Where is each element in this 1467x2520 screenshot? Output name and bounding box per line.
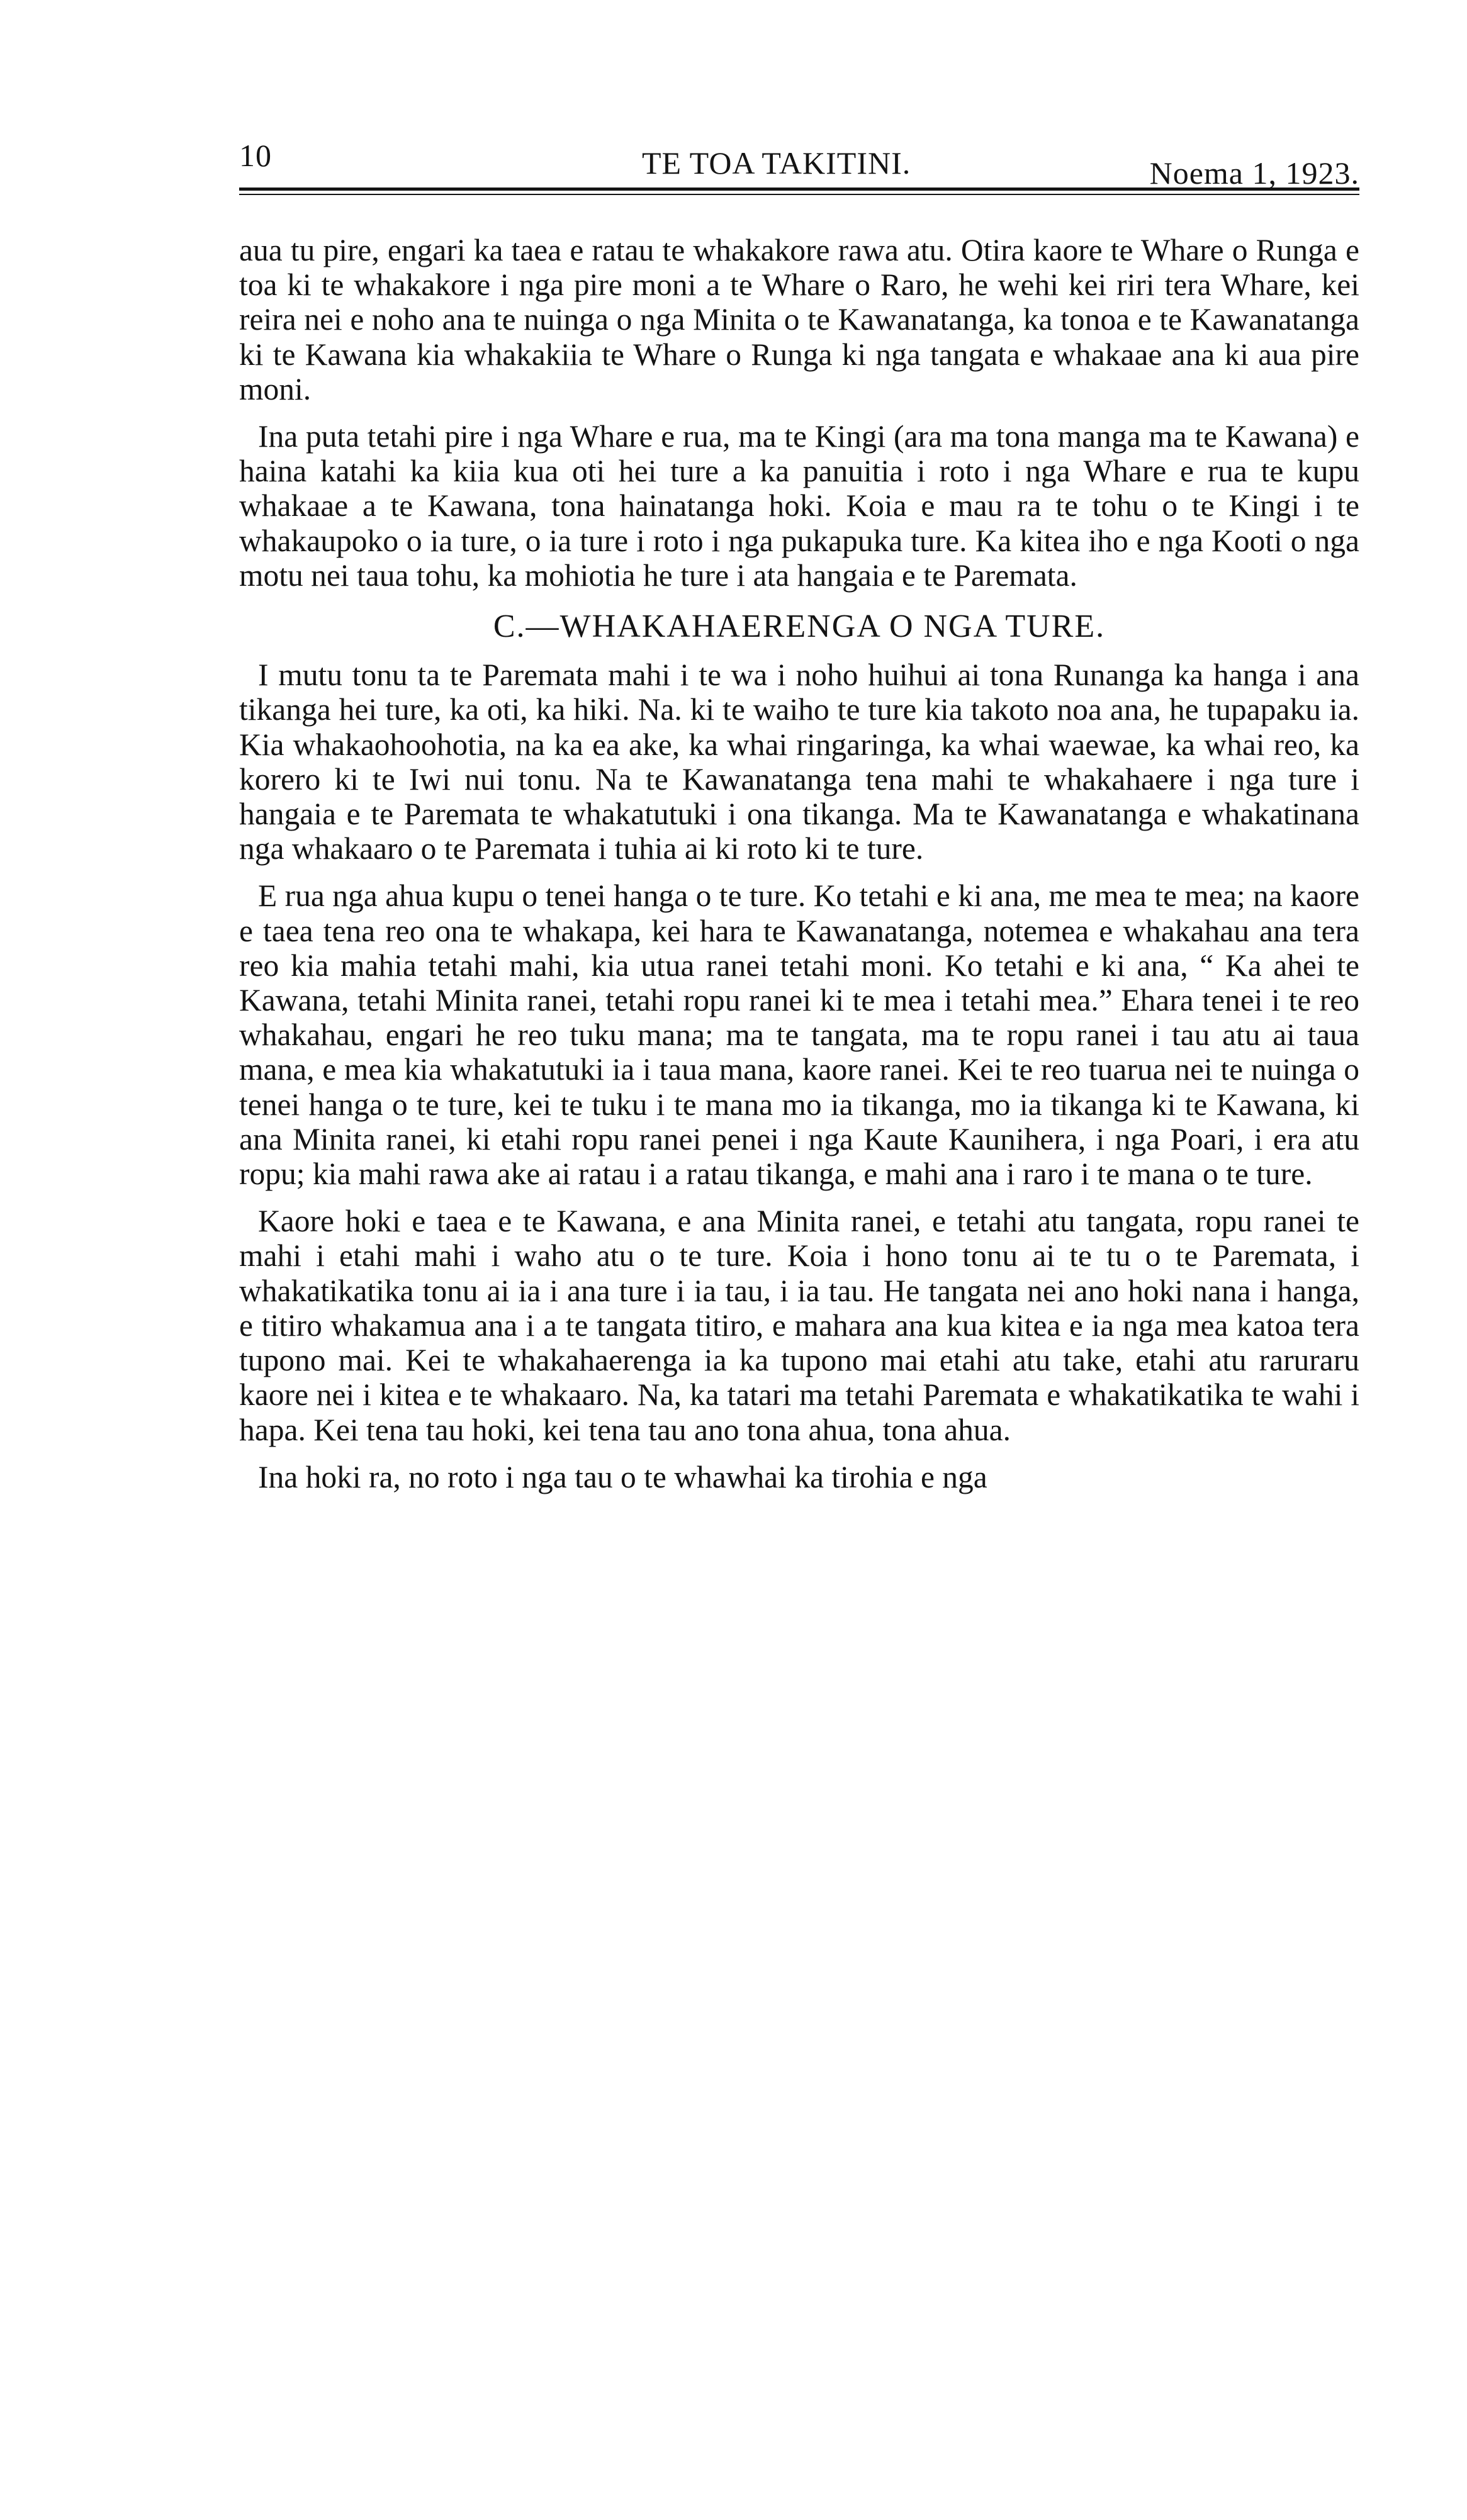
body-paragraph: aua tu pire, engari ka taea e ratau te whakakore rawa atu. Otira kaore te Whare o Runga e toa ki te whakakore i nga pire moni a te Whare o Raro, he wehi kei riri tera Whare, kei reira nei e noho ana te nuinga o nga Minita o te Kawanatanga, ka tonoa e te Kawanatanga ki te Kawana kia whakakiia te Whare o Runga ki nga tangata e whakaae ana ki aua pire moni. xyxy=(239,233,1359,406)
page-number: 10 xyxy=(239,138,272,173)
article-body xyxy=(239,233,1359,1494)
body-paragraph: E rua nga ahua kupu o tenei hanga o te ture. Ko tetahi e ki ana, me mea te mea; na kaore e taea tena reo ona te whakapa, kei hara te Kawanatanga, notemea e whakahau ana tera reo kia mahia tetahi mahi, kia utua ranei tetahi moni. Ko tetahi e ki ana, “ Ka ahei te Kawana, tetahi Minita ranei, tetahi ropu ranei ki te mea i tetahi mea.” Ehara tenei i te reo whakahau, engari he reo tuku mana; ma te tangata, ma te ropu ranei i tau atu ai taua mana, e mea kia whakatutuki ia i taua mana, kaore ranei. Kei te reo tuarua nei te nuinga o tenei hanga o te ture, kei te tuku i te mana mo ia tikanga, mo ia tikanga ki te Kawana, ki ana Minita ranei, ki etahi ropu ranei penei i nga Kaute Kaunihera, i nga Poari, i era atu ropu; kia mahi rawa ake ai ratau i a ratau tikanga, e mahi ana i raro i te mana o te ture. xyxy=(239,878,1359,1192)
page-header xyxy=(239,132,1359,191)
body-paragraph: Kaore hoki e taea e te Kawana, e ana Minita ranei, e tetahi atu tangata, ropu ranei te mahi i etahi mahi i waho atu o te ture. Koia i hono tonu ai te tu o te Paremata, i whakatikatika tonu ai ia i ana ture i ia tau, i ia tau. He tangata nei ano hoki nana i hanga, e titiro whakamua ana i a te tangata titiro, e mahara ana kua kitea e ia nga mea katoa tera tupono mai. Kei te whakahaerenga ia ka tupono mai etahi atu take, etahi atu raruraru kaore nei i kitea e te whakaaro. Na, ka tatari ma tetahi Paremata e whakatikatika te wahi i hapa. Kei tena tau hoki, kei tena tau ano tona ahua, tona ahua. xyxy=(239,1204,1359,1447)
issue-date: Noema 1, 1923. xyxy=(1149,155,1359,191)
running-title: TE TOA TAKITINI. xyxy=(642,145,911,181)
section-heading: C.—WHAKAHAERENGA O NGA TURE. xyxy=(493,608,1106,645)
body-paragraph: Ina hoki ra, no roto i nga tau o te whawhai ka tirohia e nga xyxy=(258,1459,987,1494)
document-page xyxy=(239,132,1359,1507)
body-paragraph: I mutu tonu ta te Paremata mahi i te wa i noho huihui ai tona Runanga ka hanga i ana tikanga hei ture, ka oti, ka hiki. Na. ki te waiho te ture kia takoto noa ana, he tupapaku ia. Kia whakaohoohotia, na ka ea ake, ka whai ringaringa, ka whai waewae, ka whai reo, ka korero ki te Iwi nui tonu. Na te Kawanatanga tena mahi te whakahaere i nga ture i hangaia e te Paremata te whakatutuki i ona tikanga. Ma te Kawanatanga e whakatinana nga whakaaro o te Paremata i tuhia ai ki roto ki te ture. xyxy=(239,658,1359,866)
header-rule-thin xyxy=(239,194,1359,195)
body-paragraph: Ina puta tetahi pire i nga Whare e rua, ma te Kingi (ara ma tona manga ma te Kawana) e haina katahi ka kiia kua oti hei ture a ka panuitia i roto i nga Whare e rua te kupu whakaae a te Kawana, tona hainatanga hoki. Koia e mau ra te tohu o te Kingi i te whakaupoko o ia ture, o ia ture i roto i nga pukapuka ture. Ka kitea iho e nga Kooti o nga motu nei taua tohu, ka mohiotia he ture i ata hangaia e te Paremata. xyxy=(239,419,1359,593)
